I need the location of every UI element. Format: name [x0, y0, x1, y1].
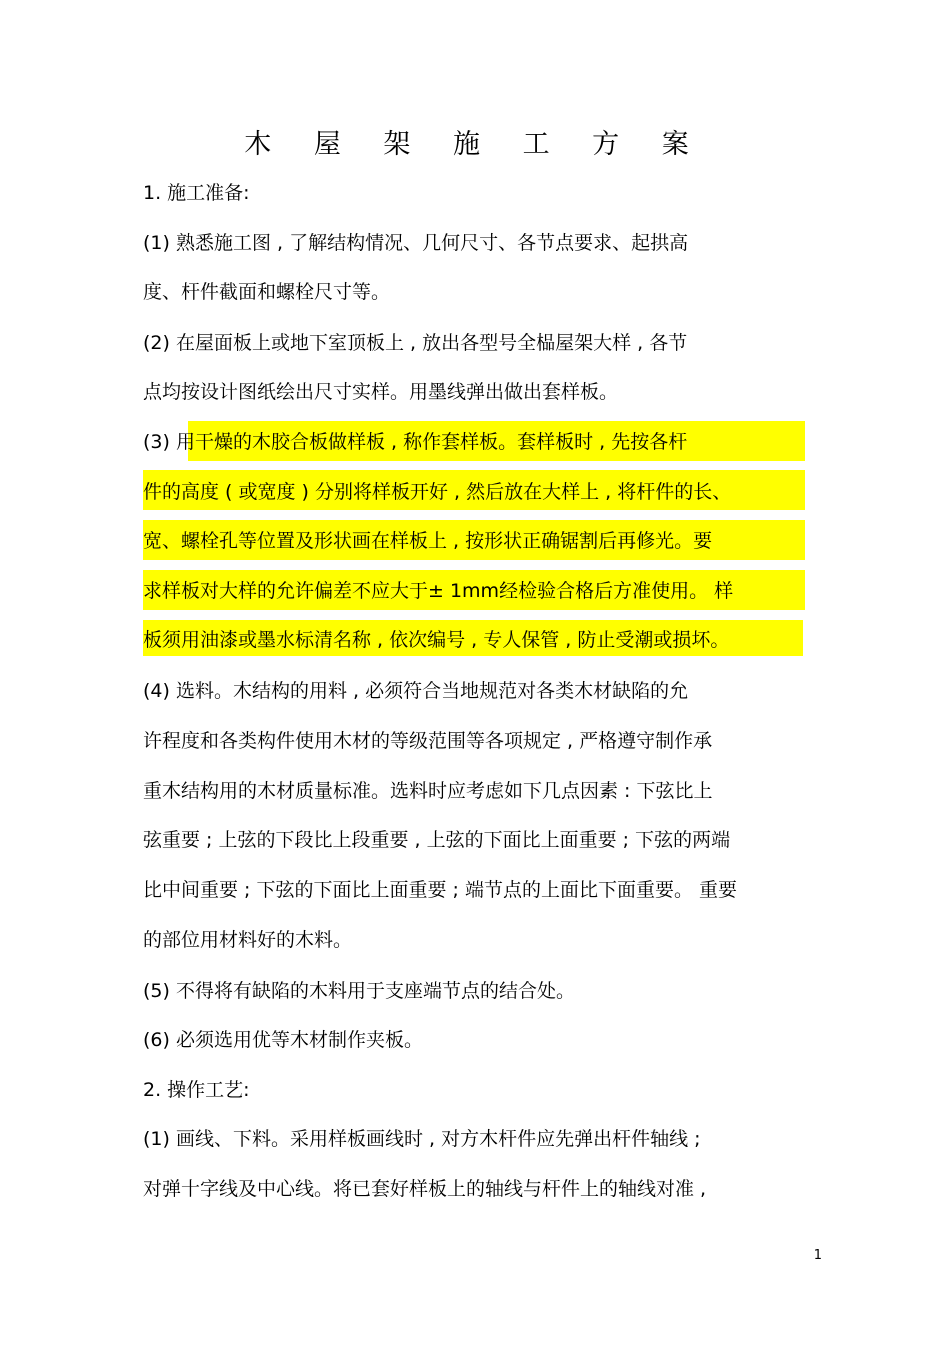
paragraph-line: (4) 选料。木结构的用料 , 必须符合当地规范对各类木材缺陷的允 [143, 680, 689, 702]
page-number: 1 [813, 1248, 822, 1263]
paragraph-line: 弦重要 ; 上弦的下段比上段重要 , 上弦的下面比上面重要 ; 下弦的两端 [143, 829, 731, 851]
paragraph-line: (1) 画线、下料。采用样板画线时 , 对方木杆件应先弹出杆件轴线 ; [143, 1128, 701, 1150]
paragraph-line: 对弹十字线及中心线。将已套好样板上的轴线与杆件上的轴线对准 , [143, 1178, 707, 1200]
section-heading-2: 2. 操作工艺: [143, 1079, 250, 1101]
section-heading-1: 1. 施工准备: [143, 182, 250, 204]
paragraph-line: 度、杆件截面和螺栓尺寸等。 [143, 281, 391, 303]
paragraph-line: (5) 不得将有缺陷的木料用于支座端节点的结合处。 [143, 980, 575, 1002]
paragraph-line: 点均按设计图纸绘出尺寸实样。用墨线弹出做出套样板。 [143, 381, 619, 403]
paragraph-line: 比中间重要 ; 下弦的下面比上面重要 ; 端节点的上面比下面重要。 重要 [143, 879, 738, 901]
paragraph-line: 的部位用材料好的木料。 [143, 929, 353, 951]
highlighted-line: 板须用油漆或墨水标清名称 , 依次编号 , 专人保管 , 防止受潮或损坏。 [143, 629, 730, 651]
highlighted-line: 宽、螺栓孔等位置及形状画在样板上 , 按形状正确锯割后再修光。要 [143, 530, 713, 552]
highlighted-line: 件的高度 ( 或宽度 ) 分别将样板开好 , 然后放在大样上 , 将杆件的长、 [143, 481, 732, 503]
paragraph-line: (1) 熟悉施工图 , 了解结构情况、几何尺寸、各节点要求、起拱高 [143, 232, 689, 254]
paragraph-line: (6) 必须选用优等木材制作夹板。 [143, 1029, 423, 1051]
highlighted-line: 求样板对大样的允许偏差不应大于± 1mm经检验合格后方准使用。 样 [143, 580, 734, 602]
highlighted-line: (3) 用干燥的木胶合板做样板 , 称作套样板。套样板时 , 先按各杆 [143, 431, 688, 453]
paragraph-line: 重木结构用的木材质量标准。选料时应考虑如下几点因素 : 下弦比上 [143, 780, 713, 802]
paragraph-line: (2) 在屋面板上或地下室顶板上 , 放出各型号全榀屋架大样 , 各节 [143, 332, 688, 354]
paragraph-line: 许程度和各类构件使用木材的等级范围等各项规定 , 严格遵守制作承 [143, 730, 713, 752]
page-title: 木 屋 架 施 工 方 案 [244, 129, 706, 160]
